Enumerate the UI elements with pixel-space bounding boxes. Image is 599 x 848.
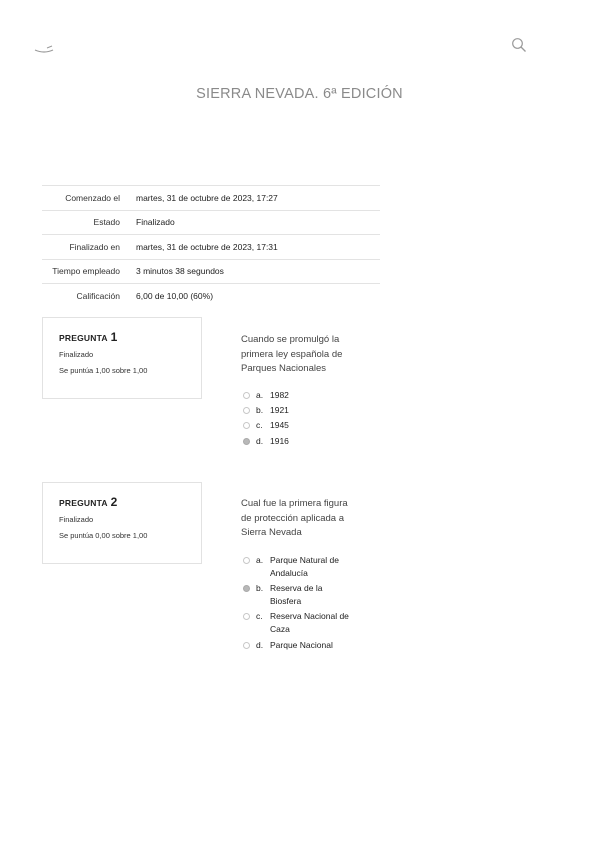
row-value: Finalizado — [136, 217, 175, 228]
question-state: Finalizado — [59, 350, 94, 359]
radio-button[interactable] — [243, 407, 250, 414]
radio-button[interactable] — [243, 557, 250, 564]
question-2-answers — [243, 554, 354, 654]
row-value: 3 minutos 38 segundos — [136, 266, 224, 277]
answer-option[interactable]: b. 1921 — [243, 404, 354, 417]
answer-option[interactable]: d. Parque Nacional — [243, 639, 354, 652]
answer-option[interactable]: d. 1916 — [243, 435, 354, 448]
question-number: PREGUNTA 1 — [59, 330, 118, 344]
question-grade: Se puntúa 1,00 sobre 1,00 — [59, 366, 148, 375]
row-value: 6,00 de 10,00 (60%) — [136, 290, 214, 301]
question-1-info — [42, 317, 202, 399]
answer-option[interactable]: a. Parque Natural de Andalucía — [243, 554, 354, 580]
table-row — [42, 259, 380, 284]
table-row — [42, 284, 380, 309]
row-label: Estado — [93, 217, 120, 228]
search-icon[interactable] — [511, 37, 527, 53]
row-label: Comenzado el — [65, 192, 120, 203]
radio-button[interactable] — [243, 392, 250, 399]
answer-option[interactable]: c. 1945 — [243, 419, 354, 432]
course-title: SIERRA NEVADA. 6ª EDICIÓN — [196, 86, 403, 102]
row-label: Calificación — [76, 290, 120, 301]
question-2-text: Cual fue la primera figura de protección aplicada a Sierra Nevada — [241, 498, 348, 538]
answer-option[interactable]: c. Reserva Nacional de Caza — [243, 610, 354, 636]
radio-button[interactable] — [243, 422, 250, 429]
attempt-summary-table — [42, 185, 380, 309]
row-label: Finalizado en — [69, 241, 120, 252]
radio-button-selected[interactable] — [243, 438, 250, 445]
table-row — [42, 235, 380, 260]
answer-option[interactable]: b. Reserva de la Biosfera — [243, 582, 354, 608]
question-1-answers — [243, 389, 354, 450]
question-1-text: Cuando se promulgó la primera ley española de Parques Nacionales — [241, 334, 343, 374]
radio-button[interactable] — [243, 642, 250, 649]
question-state: Finalizado — [59, 515, 94, 524]
question-2-info — [42, 482, 202, 564]
answer-option[interactable]: a. 1982 — [243, 389, 354, 402]
question-number: PREGUNTA 2 — [59, 495, 118, 509]
table-row — [42, 210, 380, 235]
row-value: martes, 31 de octubre de 2023, 17:27 — [136, 192, 278, 203]
row-value: martes, 31 de octubre de 2023, 17:31 — [136, 241, 278, 252]
radio-button-selected[interactable] — [243, 585, 250, 592]
question-grade: Se puntúa 0,00 sobre 1,00 — [59, 531, 148, 540]
hat-logo-icon[interactable] — [34, 44, 54, 54]
table-row — [42, 186, 380, 211]
row-label: Tiempo empleado — [52, 266, 120, 277]
radio-button[interactable] — [243, 613, 250, 620]
